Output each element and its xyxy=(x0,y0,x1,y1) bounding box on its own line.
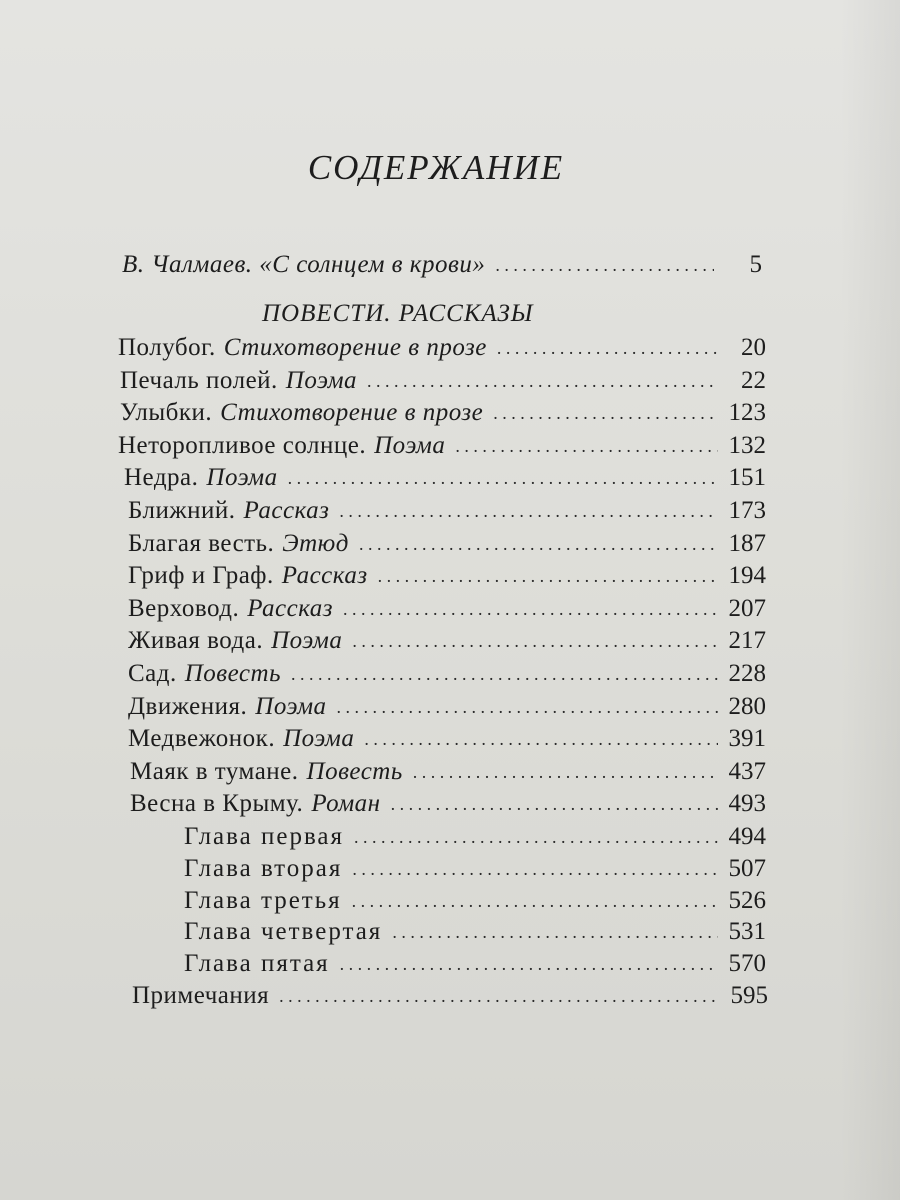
toc-entry-genre: Поэма xyxy=(374,431,446,459)
toc-entry-genre: Поэма xyxy=(206,464,278,492)
toc-entry-title: Неторопливое солнце. xyxy=(118,431,367,459)
toc-entry-genre: Повесть xyxy=(184,660,281,687)
toc-page-number: 391 xyxy=(728,725,766,753)
toc-chapter-title: Глава четвертая xyxy=(184,918,383,946)
toc-chapter-row xyxy=(184,822,766,853)
toc-entry-genre: Рассказ xyxy=(243,497,330,524)
dot-leader xyxy=(493,398,718,428)
dot-leader xyxy=(367,366,718,396)
toc-chapter-title: Глава пятая xyxy=(184,950,330,978)
toc-page-number: 132 xyxy=(728,431,766,459)
toc-page-number: 280 xyxy=(728,692,766,720)
toc-intro-title: В. Чалмаев. «С солнцем в крови» xyxy=(122,251,486,278)
toc-entry-title: Гриф и Граф. xyxy=(128,562,274,590)
toc-chapter-row xyxy=(184,854,766,885)
dot-leader xyxy=(413,757,718,787)
toc-entry-row xyxy=(130,789,766,820)
toc-page-number: 494 xyxy=(728,823,766,850)
dot-leader xyxy=(352,854,718,884)
toc-page-number: 531 xyxy=(728,918,766,946)
toc-entry-genre: Поэма xyxy=(285,366,358,394)
dot-leader xyxy=(392,917,718,947)
toc-page-number: 123 xyxy=(728,399,766,427)
toc-entry-title: Движения. xyxy=(128,692,248,720)
toc-page-number: 173 xyxy=(728,497,766,524)
toc-entry-title: Сад. xyxy=(128,660,177,687)
toc-chapter-title: Глава вторая xyxy=(184,854,343,882)
toc-page-number: 207 xyxy=(728,594,766,622)
toc-entry-row xyxy=(120,398,766,429)
dot-leader xyxy=(279,981,720,1011)
dot-leader xyxy=(291,659,718,689)
toc-entry-title: Полубог. xyxy=(118,334,216,361)
toc-entry-genre: Рассказ xyxy=(247,594,334,622)
dot-leader xyxy=(359,529,718,559)
toc-entry-genre: Повесть xyxy=(306,757,403,785)
toc-page-number: 437 xyxy=(728,757,766,785)
toc-entry-title: Медвежонок. xyxy=(128,725,276,753)
toc-entry-row xyxy=(128,659,766,690)
toc-entry-title: Весна в Крыму. xyxy=(130,790,304,818)
toc-notes-row xyxy=(132,981,768,1012)
toc-entry-row xyxy=(124,463,766,494)
toc-entry-genre: Стихотворение в прозе xyxy=(223,334,487,361)
toc-page-number: 20 xyxy=(741,334,766,361)
dot-leader xyxy=(337,692,718,722)
dot-leader xyxy=(352,886,718,916)
toc-entry-title: Недра. xyxy=(124,464,199,492)
dot-leader xyxy=(495,250,714,280)
toc-page-number: 151 xyxy=(728,464,766,492)
toc-page-number: 217 xyxy=(728,627,766,655)
toc-chapter-row xyxy=(184,917,766,948)
dot-leader xyxy=(391,789,718,819)
toc-chapter-title: Глава первая xyxy=(184,823,345,850)
toc-entry-row xyxy=(128,724,766,755)
toc-entry-row xyxy=(118,431,766,462)
dot-leader xyxy=(497,333,718,363)
toc-entry-genre: Стихотворение в прозе xyxy=(220,399,484,427)
toc-entry-row xyxy=(128,692,766,723)
toc-chapter-title: Глава третья xyxy=(184,886,342,914)
toc-entry-title: Благая весть. xyxy=(128,529,275,557)
dot-leader xyxy=(354,822,718,852)
dot-leader xyxy=(364,724,718,754)
toc-entry-title: Улыбки. xyxy=(120,399,213,427)
toc-entry-title: Живая вода. xyxy=(128,627,264,655)
dot-leader xyxy=(340,949,718,979)
toc-entry-genre: Поэма xyxy=(271,627,343,655)
dot-leader xyxy=(352,626,718,656)
toc-entry-row xyxy=(128,594,766,625)
toc-chapter-row xyxy=(184,886,766,917)
toc-entry-genre: Поэма xyxy=(255,692,327,720)
toc-entry-genre: Этюд xyxy=(282,529,349,557)
dot-leader xyxy=(378,561,718,591)
toc-page-number: 22 xyxy=(741,366,766,394)
section-heading: ПОВЕСТИ. РАССКАЗЫ xyxy=(262,300,534,327)
toc-page-number: 194 xyxy=(728,562,766,590)
toc-page-number: 493 xyxy=(728,790,766,818)
dot-leader xyxy=(339,496,718,526)
toc-page-number: 187 xyxy=(728,529,766,557)
toc-entry-row xyxy=(128,626,766,657)
toc-entry-title: Печаль полей. xyxy=(120,366,278,394)
dot-leader xyxy=(455,431,718,461)
toc-entry-row xyxy=(128,496,766,527)
toc-intro-row xyxy=(122,250,762,281)
toc-entry-row xyxy=(128,529,766,560)
toc-entry-row xyxy=(130,757,766,788)
toc-entry-row xyxy=(120,366,766,397)
toc-entry-genre: Рассказ xyxy=(281,562,368,590)
toc-page-number: 507 xyxy=(728,854,766,882)
toc-page-number: 526 xyxy=(728,886,766,914)
toc-entry-row xyxy=(128,561,766,592)
toc-entry-genre: Поэма xyxy=(283,725,355,753)
toc-entry-title: Примечания xyxy=(132,982,270,1009)
toc-page-number: 570 xyxy=(728,950,766,978)
toc-entry-title: Верховод. xyxy=(128,594,240,622)
toc-entry-row xyxy=(118,333,766,364)
toc-entry-title: Ближний. xyxy=(128,497,236,524)
toc-entry-genre: Роман xyxy=(311,790,381,818)
toc-page-number: 595 xyxy=(730,982,768,1009)
toc-page-number: 5 xyxy=(749,251,762,278)
toc-chapter-row xyxy=(184,949,766,980)
dot-leader xyxy=(288,463,718,493)
toc-entry-title: Маяк в тумане. xyxy=(130,757,299,785)
page-title: СОДЕРЖАНИЕ xyxy=(307,148,565,187)
toc-page-number: 228 xyxy=(728,660,766,687)
dot-leader xyxy=(343,594,718,624)
